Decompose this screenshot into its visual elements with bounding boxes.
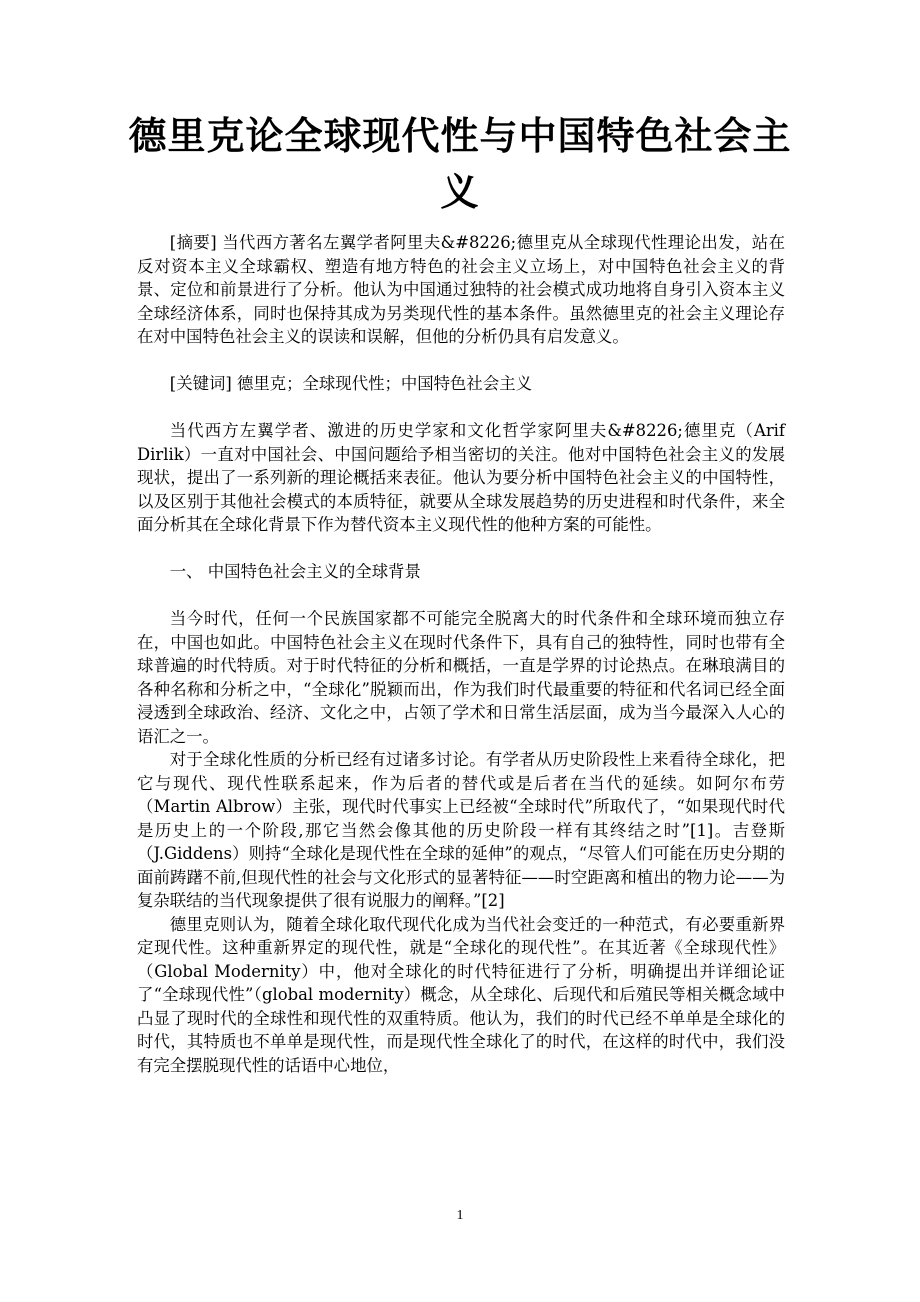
abstract-paragraph: [摘要] 当代西方著名左翼学者阿里夫&#8226;德里克从全球现代性理论出发，站在反对资本主义全球霸权、塑造有地方特色的社会主义立场上，对中国特色社会主义的背景、定位和前景进行了分析。他认为中国通过独特的社会模式成功地将自身引入资本主义全球经济体系，同时也保持其成为另类现代性的基本条件。虽然德里克的社会主义理论存在对中国特色社会主义的误读和误解，但他的分析仍具有启发意义。 [137,233,785,346]
keywords-paragraph: [关键词] 德里克；全球现代性；中国特色社会主义 [169,374,532,393]
page-number: 1 [456,1208,464,1223]
document-title: 德里克论全球现代性与中国特色社会主义 [128,114,792,214]
section-heading: 一、 中国特色社会主义的全球背景 [169,562,421,581]
body-paragraph: 德里克则认为，随着全球化取代现代化成为当代社会变迁的一种范式，有必要重新界定现代性。这种重新界定的现代性，就是“全球化的现代性”。在其近著《全球现代性》（Global Modernity）中，他对全球化的时代特征进行了分析，明确提出并详细论证了“全球现代性”（global modernity）概念，从全球化、后现代和后殖民等相关概念域中凸显了现时代的全球性和现代性的双重特质。他认为，我们的时代已经不单单是全球化的时代，其特质也不单单是现代性，而是现代性全球化了的时代，在这样的时代中，我们没有完全摆脱现代性的话语中心地位， [137,914,785,1075]
body-paragraph: 当今时代，任何一个民族国家都不可能完全脱离大的时代条件和全球环境而独立存在，中国也如此。中国特色社会主义在现时代条件下，具有自己的独特性，同时也带有全球普遍的时代特质。对于时代特征的分析和概括，一直是学界的讨论热点。在琳琅满目的各种名称和分析之中，“全球化”脱颖而出，作为我们时代最重要的特征和代名词已经全面浸透到全球政治、经济、文化之中，占领了学术和日常生活层面，成为当今最深入人心的语汇之一。 [137,609,785,746]
intro-paragraph: 当代西方左翼学者、激进的历史学家和文化哲学家阿里夫&#8226;德里克（Arif Dirlik）一直对中国社会、中国问题给予相当密切的关注。他对中国特色社会主义的发展现状，提出了一系列新的理论概括来表征。他认为要分析中国特色社会主义的中国特性，以及区别于其他社会模式的本质特征，就要从全球发展趋势的历史进程和时代条件，来全面分析其在全球化背景下作为替代资本主义现代性的他种方案的可能性。 [137,421,785,534]
document-body [137,231,785,1077]
body-paragraph: 对于全球化性质的分析已经有过诸多讨论。有学者从历史阶段性上来看待全球化，把它与现代、现代性联系起来，作为后者的替代或是后者在当代的延续。如阿尔布劳（Martin Albrow）主张，现代时代事实上已经被“全球时代”所取代了，“如果现代时代是历史上的一个阶段,那它当然会像其他的历史阶段一样有其终结之时”[1]。吉登斯（J.Giddens）则持“全球化是现代性在全球的延伸”的观点，“尽管人们可能在历史分期的面前踌躇不前,但现代性的社会与文化形式的显著特征——时空距离和植出的物力论——为复杂联结的当代现象提供了很有说服力的阐释。”[2] [137,750,785,910]
